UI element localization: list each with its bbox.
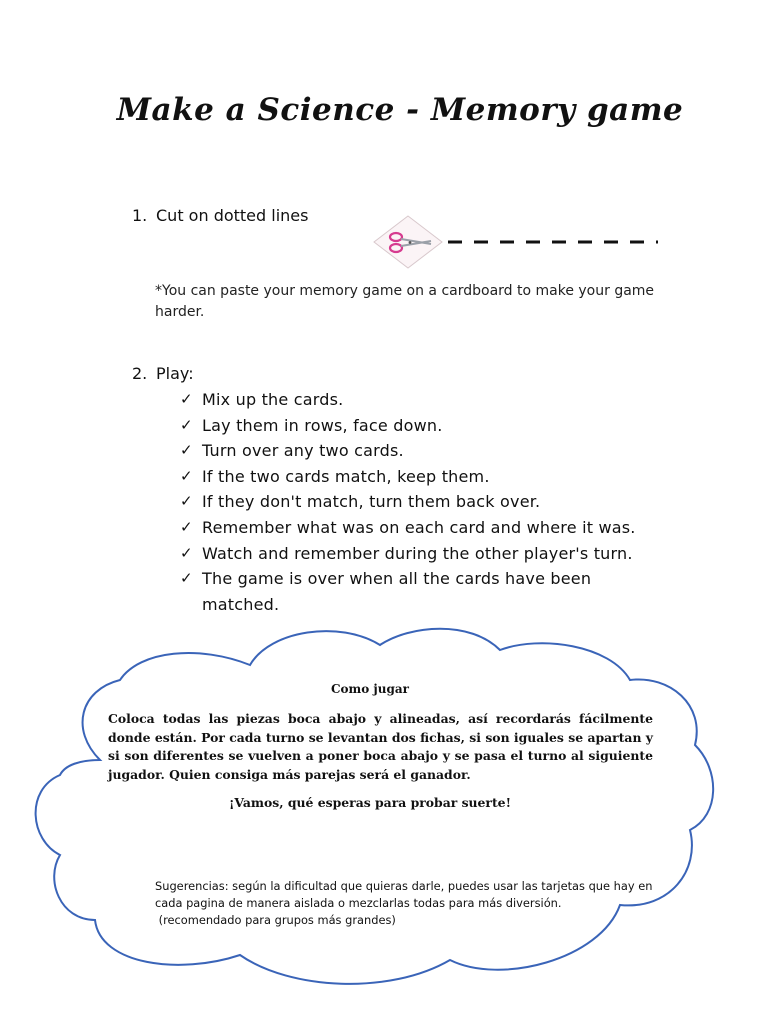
step-2-number: 2. xyxy=(132,364,148,383)
suggestions-line: (recomendado para grupos más grandes) xyxy=(155,913,396,927)
check-icon: ✓ xyxy=(180,492,193,511)
step-1-label: Cut on dotted lines xyxy=(156,206,309,225)
list-item: ✓ Mix up the cards. xyxy=(180,387,660,413)
list-item: ✓ Turn over any two cards. xyxy=(180,438,660,464)
step-2-label: Play: xyxy=(156,364,194,383)
check-icon: ✓ xyxy=(180,569,193,588)
list-item: ✓ Remember what was on each card and where it was. xyxy=(180,515,660,541)
check-icon: ✓ xyxy=(180,517,193,536)
list-item: ✓ If the two cards match, keep them. xyxy=(180,464,660,490)
list-item: ✓ Lay them in rows, face down. xyxy=(180,413,660,439)
check-icon: ✓ xyxy=(180,466,193,485)
note-text: *You can paste your memory game on a cardboard to make your game harder. xyxy=(155,283,655,320)
check-icon: ✓ xyxy=(180,441,193,460)
spanish-instructions: Coloca todas las piezas boca abajo y alineadas, así recordarás fácilmente donde están. Por cada turno se levantan dos fichas, si son iguales se apartan y si son diferentes se vuelven a poner boca abajo y se pasa el turno al siguiente jugador. Quien consiga más parejas será el ganador. xyxy=(108,711,653,782)
check-icon: ✓ xyxy=(180,543,193,562)
list-item: ✓ If they don't match, turn them back over. xyxy=(180,489,660,515)
suggestions-line: Sugerencias: según la dificultad que quieras darle, puedes usar las tarjetas que hay en xyxy=(155,879,653,893)
page-title: Make a Science - Memory game xyxy=(116,92,684,128)
suggestions-line: cada pagina de manera aislada o mezclarlas todas para más diversión. xyxy=(155,896,562,910)
spanish-call-to-action: ¡Vamos, qué esperas para probar suerte! xyxy=(228,795,512,810)
list-item: ✓ Watch and remember during the other player's turn. xyxy=(180,541,660,567)
suggestions-text xyxy=(155,878,655,929)
spanish-heading: Como jugar xyxy=(331,682,409,696)
step-1-number: 1. xyxy=(132,206,148,225)
check-icon: ✓ xyxy=(180,390,193,408)
check-icon: ✓ xyxy=(180,415,193,434)
list-item: ✓ The game is over when all the cards have been matched. xyxy=(180,566,660,617)
